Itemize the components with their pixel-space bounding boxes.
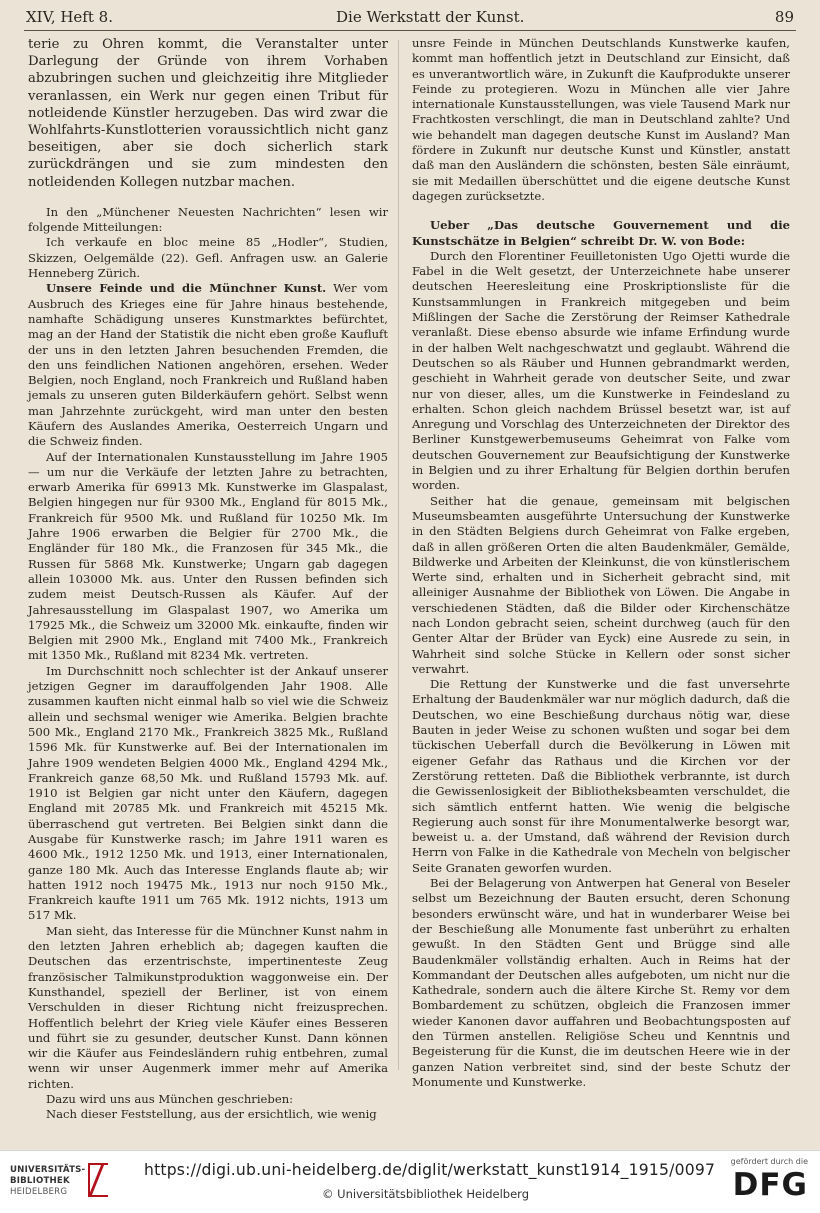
right-paragraph: Bei der Belagerung von Antwerpen hat General von Beseler selbst um Bezeichnung der Bauten ersucht, deren Schonung besonders erwünscht wäre, und hat in wunderbarer Weise bei der Beschießung alle Monumente fast unberührt zu erhalten gewußt. In den Städten Gent und Brügge sind alle Baudenkmäler vollständig erhalten. Auch in Reims hat der Kommandant der Deutschen alles aufgeboten, um nicht nur die Kathedrale, sondern auch die ältere Kirche St. Remy vor dem Bombardement zu schützen, obgleich die Franzosen immer wieder Kanonen davor auffahren und Beobachtungsposten auf den Türmen anstellen. Religiöse Scheu und Kenntnis und Begeisterung für die Kunst, die im deutschen Heere wie in der ganzen Nation verbreitet sind, sind der beste Schutz der Monumente und Kunstwerke.: [412, 876, 790, 1089]
column-divider: [398, 40, 399, 1070]
left-paragraph: [28, 281, 388, 449]
left-paragraph: Auf der Internationalen Kunstausstellung im Jahre 1905 — um nur die Verkäufe der letzten Jahre zu betrachten, erwarb Amerika für 69913 Mk. Kunstwerke im Glaspalast, Belgien hingegen nur für 9300 Mk., England für 8015 Mk., Frankreich für 9500 Mk. und Rußland für 10250 Mk. Im Jahre 1906 erwarben die Belgier für 2700 Mk., die Engländer für 180 Mk., die Franzosen für 345 Mk., die Russen für 5868 Mk. Kunstwerke; Ungarn gab dagegen allein 103000 Mk. aus. Unter den Russen befinden sich zudem meist Deutsch-Russen als Käufer. Auf der Jahresausstellung im Glaspalast 1907, wo Amerika um 17925 Mk., die Schweiz um 32000 Mk. einkaufte, finden wir Belgien mit 2900 Mk., England mit 7400 Mk., Frankreich mit 1350 Mk., Rußland mit 8234 Mk. vertreten.: [28, 449, 388, 663]
library-name-line3: HEIDELBERG: [10, 1187, 68, 1197]
left-paragraph: In den „Münchener Neuesten Nachrichten“ lesen wir folgende Mitteilungen:: [28, 204, 388, 235]
library-name-line1: UNIVERSITÄTS-: [10, 1165, 86, 1175]
header-rule: [24, 30, 796, 31]
right-paragraph: Die Rettung der Kunstwerke und die fast unversehrte Erhaltung der Baudenkmäler war nur möglich dadurch, daß die Deutschen, wo eine Beschießung durchaus nötig war, diese Bauten in jeder Weise zu schonen wußten und sogar bei dem tückischen Ueberfall durch die Bevölkerung in Löwen mit eigener Gefahr das Rathaus und die Kirchen vor der Zerstörung retteten. Daß die Bibliothek verbrannte, ist durch die Gewissenlosigkeit der Bibliotheksbeamten verschuldet, die sich sämtlich entfernt hatten. Wie wenig die belgische Regierung auch sonst für ihre Monumentalwerke besorgt war, beweist u. a. der Umstand, daß während der Revision durch Herrn von Falke in die Kathedrale von Mecheln von belgischer Seite Granaten geworfen wurden.: [412, 677, 790, 875]
right-paragraph: unsre Feinde in München Deutschlands Kunstwerke kaufen, kommt man hoffentlich jetzt in Deutschland zur Einsicht, daß es unverantwortlich wäre, in Zukunft die Kaufprodukte unserer Feinde zu protegieren. Wozu in München alle vier Jahre internationale Kunstausstellungen, was viele Tausend Mark nur Frachtkosten verschlingt, die man in Deutschland zahlte? Und wie behandelt man dagegen deutsche Kunst im Ausland? Man fördere in Zukunft nur deutsche Kunst und Künstler, anstatt daß man den Ausländern die schönsten, besten Säle einräumt, sie mit Medaillen überschüttet und die eigene deutsche Kunst dagegen zurücksetzte.: [412, 36, 790, 203]
left-paragraph: Man sieht, das Interesse für die Münchner Kunst nahm in den letzten Jahren erheblich ab; dagegen kauften die Deutschen das erzentrischste, impertinenteste Zeug französischer Talmikunstproduktion waggonweise ein. Der Kunsthandel, speziell der Berliner, ist von einem Verschulden in dieser Richtung nicht freizusprechen. Hoffentlich belehrt der Krieg viele Käufer eines Besseren und führt sie zu gesunder, deutscher Kunst. Dann können wir die Käufer aus Feindesländern ruhig entbehren, zumal wenn wir unser Augenmerk immer mehr auf Amerika richten.: [28, 923, 388, 1091]
library-name-line2: BIBLIOTHEK: [10, 1176, 70, 1186]
left-paragraph: Im Durchschnitt noch schlechter ist der Ankauf unserer jetzigen Gegner im darauffolgenden Jahr 1908. Alle zusammen kauften nicht einmal halb so viel wie die Schweiz allein und sechsmal weniger wie Amerika. Belgien brachte 500 Mk., England 2170 Mk., Frankreich 3825 Mk., Rußland 1596 Mk. für Kunstwerke auf. Bei der Internationalen im Jahre 1909 wendeten Belgien 4000 Mk., England 4294 Mk., Frankreich ganze 68,50 Mk. und Rußland 15793 Mk. auf. 1910 ist Belgien gar nicht unter den Käufern, dagegen England mit 20785 Mk. und Frankreich mit 45215 Mk. überraschend gut vertreten. Bei Belgien sinkt dann die Ausgabe für Kunstwerke rasch; im Jahre 1911 waren es 4600 Mk., 1912 1250 Mk. und 1913, einer Internationalen, ganze 180 Mk. Auch das Interesse Englands flaute ab; wir hatten 1912 noch 19475 Mk., 1913 nur noch 9150 Mk., Frankreich kaufte 1911 um 765 Mk. 1912 nichts, 1913 um 517 Mk.: [28, 663, 388, 923]
running-head: [26, 8, 794, 30]
left-paragraph: Nach dieser Feststellung, aus der ersichtlich, wie wenig: [46, 1107, 377, 1122]
journal-title: Die Werkstatt der Kunst.: [336, 8, 525, 26]
viewer-footer: [0, 1150, 820, 1213]
article-heading: Ueber „Das deutsche Gouvernement und die Kunstschätze in Belgien“ schreibt Dr. W. von Bode:: [412, 218, 790, 248]
page-number: 89: [774, 8, 794, 26]
left-column: [28, 36, 388, 1123]
right-column: [412, 36, 790, 1090]
right-paragraph: Durch den Florentiner Feuilletonisten Ugo Ojetti wurde die Fabel in die Welt gesetzt, der Unterzeichnete habe unserer deutschen Heeresleitung eine Proskriptionsliste für die Kunstsammlungen in Frankreich mitgegeben und beim Mißlingen der Sache die Zerstörung der Reimser Kathedrale veranlaßt. Diese ebenso absurde wie infame Erfindung wurde in der halben Welt nachgeschwatzt und geglaubt. Während die Deutschen so als Räuber und Hunnen gebrandmarkt werden, geschieht in Wahrheit gerade von deutscher Seite, und zwar nur von dieser, alles, um die Kunstwerke in Feindesland zu erhalten. Schon gleich nachdem Brüssel besetzt war, ist auf Anregung und Vorschlag des Unterzeichneten der Direktor des Berliner Kunstgewerbemuseums Geheimrat von Falke vom deutschen Gouvernement zur Beaufsichtigung der Kunstwerke in Belgien und zu ihrer Erhaltung für Belgien dorthin berufen worden.: [412, 248, 790, 493]
volume-label: XIV, Heft 8.: [26, 8, 113, 26]
section-heading: Unsere Feinde und die Münchner Kunst.: [46, 281, 327, 296]
copyright-notice: © Universitätsbibliothek Heidelberg: [322, 1187, 530, 1201]
dfg-logo[interactable]: [716, 1157, 808, 1209]
library-mark-icon: [84, 1161, 114, 1201]
left-paragraph: Dazu wird uns aus München geschrieben:: [46, 1092, 294, 1107]
dfg-wordmark: DFG: [732, 1167, 808, 1203]
left-intro-paragraph: terie zu Ohren kommt, die Veranstalter unter Darlegung der Gründe von ihrem Vorhaben abzubringen suchen und gleichzeitig ihre Mitglieder veranlassen, ein Werk nur gegen einen Tribut für notleidende Künstler herzugeben. Das wird zwar die Wohlfahrts-Kunstlotterien voraussichtlich nicht ganz beseitigen, aber sie doch sicherlich stark zurückdrängen und sie zum mindesten den notleidenden Kollegen nutzbar machen.: [28, 37, 388, 190]
section-body: Wer vom Ausbruch des Krieges eine für Jahre hinaus bestehende, namhafte Schädigung unseres Kunstmarktes befürchtet, mag an der Hand der Statistik die nicht eben große Kaufluft der uns in den letzten Jahren besuchenden Fremden, die den uns feindlichen Nationen angehören, ersehen. Weder Belgien, noch England, noch Frankreich und Rußland haben jemals zu unseren guten Bilderkäufern gehört. Selbst wenn man Jahrzehnte zurückgeht, wird man unter den besten Käufern des Auslandes Amerika, Oesterreich Ungarn und die Schweiz finden.: [28, 281, 389, 449]
funded-by-label: gefördert durch die: [730, 1157, 808, 1166]
left-paragraph: Ich verkaufe en bloc meine 85 „Hodler“, Studien, Skizzen, Oelgemälde (22). Gefl. Anfragen usw. an Galerie Henneberg Zürich.: [28, 235, 388, 281]
permalink[interactable]: https://digi.ub.uni-heidelberg.de/diglit/werkstatt_kunst1914_1915/0097: [144, 1161, 716, 1179]
right-paragraph: Seither hat die genaue, gemeinsam mit belgischen Museumsbeamten ausgeführte Untersuchung der Kunstwerke in den Städten Belgiens durch Geheimrat von Falke ergeben, daß in allen größeren Orten die alten Baudenkmäler, Gemälde, Bildwerke und Arbeiten der Kleinkunst, die von künstlerischem Werte sind, erhalten und in Sicherheit gebracht sind, mit alleiniger Ausnahme der Bibliothek von Löwen. Die Angabe in verschiedenen Städten, daß die Bilder oder Kirchenschätze nach London gebracht seien, scheint durchweg (auch für den Genter Altar der Brüder van Eyck) eine Ausrede zu sein, in Wahrheit sind solche Stücke in Kellern oder sonst sicher verwahrt.: [412, 493, 790, 676]
